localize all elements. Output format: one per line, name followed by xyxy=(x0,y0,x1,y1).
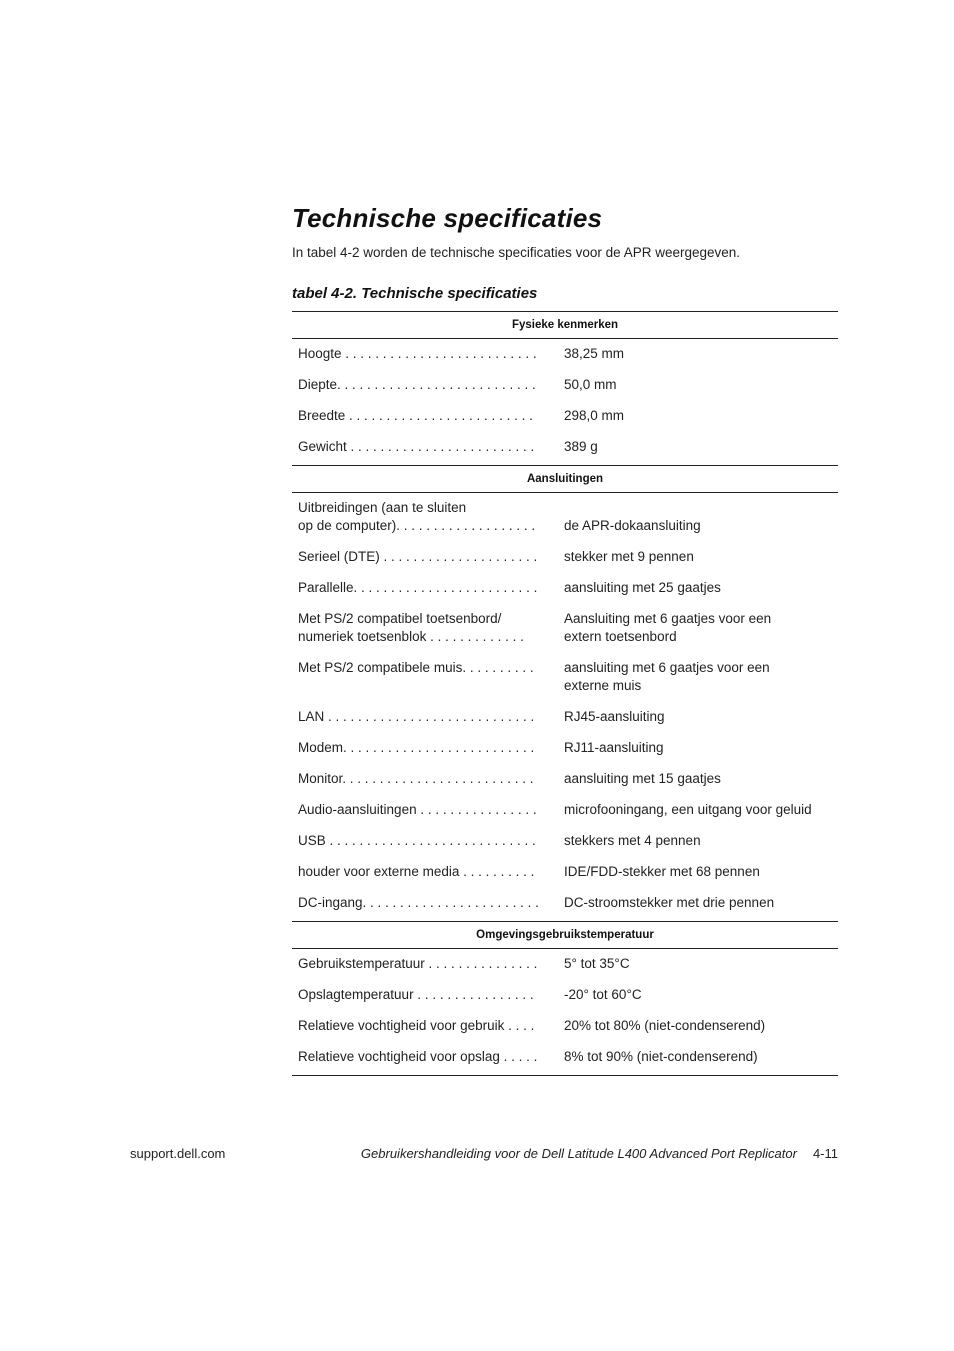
section-rows xyxy=(292,493,838,921)
spec-label: Parallelle. . . . . . . . . . . . . . . . . . . . . . . . . xyxy=(298,580,538,595)
spec-table xyxy=(292,311,838,1076)
spec-row xyxy=(292,577,838,608)
section-rows xyxy=(292,339,838,465)
spec-value: RJ45-aansluiting xyxy=(564,709,665,724)
page-title: Technische specificaties xyxy=(292,203,603,233)
spec-row xyxy=(292,1046,838,1071)
spec-label: Gewicht . . . . . . . . . . . . . . . . . . . . . . . . . xyxy=(298,439,535,454)
spec-value: aansluiting met 6 gaatjes voor een externe muis xyxy=(564,660,770,693)
spec-value: 389 g xyxy=(564,439,598,454)
spec-value: 20% tot 80% (niet-condenserend) xyxy=(564,1018,766,1033)
spec-row xyxy=(292,953,838,984)
footer-url: support.dell.com xyxy=(130,1146,226,1161)
spec-row xyxy=(292,546,838,577)
table-caption: tabel 4-2. Technische specificaties xyxy=(292,285,538,302)
spec-value: aansluiting met 15 gaatjes xyxy=(564,771,721,786)
spec-value: Aansluiting met 6 gaatjes voor een extern toetsenbord xyxy=(564,611,772,644)
spec-label: Audio-aansluitingen . . . . . . . . . . . . . . . . xyxy=(298,802,537,817)
spec-row xyxy=(292,984,838,1015)
spec-value: 38,25 mm xyxy=(564,346,625,361)
section-heading: Aansluitingen xyxy=(292,465,838,493)
spec-section xyxy=(292,312,838,465)
spec-row xyxy=(292,768,838,799)
spec-label: Opslagtemperatuur . . . . . . . . . . . . . . . . xyxy=(298,987,534,1002)
spec-label: Serieel (DTE) . . . . . . . . . . . . . . . . . . . . . xyxy=(298,549,538,564)
spec-label: DC-ingang. . . . . . . . . . . . . . . . . . . . . . . . xyxy=(298,895,539,910)
spec-value: IDE/FDD-stekker met 68 pennen xyxy=(564,864,760,879)
spec-value: -20° tot 60°C xyxy=(564,987,642,1002)
spec-label: Met PS/2 compatibele muis. . . . . . . . . . xyxy=(298,660,534,675)
spec-row xyxy=(292,737,838,768)
spec-row xyxy=(292,608,838,657)
spec-label: Monitor. . . . . . . . . . . . . . . . . . . . . . . . . . xyxy=(298,771,534,786)
spec-value: 50,0 mm xyxy=(564,377,617,392)
spec-label: Uitbreidingen (aan te sluiten op de computer). . . . . . . . . . . . . . . . . . . xyxy=(298,500,536,533)
spec-label: Hoogte . . . . . . . . . . . . . . . . . . . . . . . . . . xyxy=(298,346,537,361)
spec-label: Gebruikstemperatuur . . . . . . . . . . . . . . . xyxy=(298,956,538,971)
section-rows xyxy=(292,949,838,1075)
spec-label: Relatieve vochtigheid voor opslag . . . . . xyxy=(298,1049,538,1064)
spec-value: RJ11-aansluiting xyxy=(564,740,664,755)
spec-row xyxy=(292,436,838,461)
spec-label: USB . . . . . . . . . . . . . . . . . . . . . . . . . . . . xyxy=(298,833,536,848)
spec-row xyxy=(292,343,838,374)
spec-label: Met PS/2 compatibel toetsenbord/ numeriek toetsenblok . . . . . . . . . . . . . xyxy=(298,611,524,644)
spec-value: stekker met 9 pennen xyxy=(564,549,694,564)
spec-row xyxy=(292,861,838,892)
footer-title: Gebruikershandleiding voor de Dell Latitude L400 Advanced Port Replicator xyxy=(360,1146,797,1161)
section-heading: Omgevingsgebruikstemperatuur xyxy=(292,921,838,949)
page-number: 4-11 xyxy=(812,1146,838,1161)
spec-row xyxy=(292,497,838,546)
spec-row xyxy=(292,405,838,436)
spec-label: Breedte . . . . . . . . . . . . . . . . . . . . . . . . . xyxy=(298,408,533,423)
spec-value: microfooningang, een uitgang voor geluid xyxy=(564,802,812,817)
spec-value: de APR-dokaansluiting xyxy=(564,518,701,533)
spec-section xyxy=(292,465,838,921)
spec-row xyxy=(292,706,838,737)
intro-paragraph: In tabel 4-2 worden de technische specificaties voor de APR weergegeven. xyxy=(292,245,741,260)
spec-section xyxy=(292,921,838,1075)
spec-label: Diepte. . . . . . . . . . . . . . . . . . . . . . . . . . . xyxy=(298,377,536,392)
spec-value: 8% tot 90% (niet-condenserend) xyxy=(564,1049,758,1064)
footer-manual-title xyxy=(361,1146,838,1161)
spec-row xyxy=(292,657,838,706)
spec-value: 5° tot 35°C xyxy=(564,956,630,971)
spec-value: DC-stroomstekker met drie pennen xyxy=(564,895,775,910)
spec-row xyxy=(292,374,838,405)
spec-label: Relatieve vochtigheid voor gebruik . . . . xyxy=(298,1018,535,1033)
section-heading: Fysieke kenmerken xyxy=(292,312,838,339)
spec-row xyxy=(292,830,838,861)
spec-label: Modem. . . . . . . . . . . . . . . . . . . . . . . . . . xyxy=(298,740,535,755)
spec-row xyxy=(292,1015,838,1046)
spec-value: stekkers met 4 pennen xyxy=(564,833,701,848)
spec-row xyxy=(292,799,838,830)
spec-value: aansluiting met 25 gaatjes xyxy=(564,580,721,595)
spec-label: LAN . . . . . . . . . . . . . . . . . . . . . . . . . . . . xyxy=(298,709,535,724)
spec-value: 298,0 mm xyxy=(564,408,625,423)
spec-row xyxy=(292,892,838,917)
spec-label: houder voor externe media . . . . . . . . . . xyxy=(298,864,535,879)
